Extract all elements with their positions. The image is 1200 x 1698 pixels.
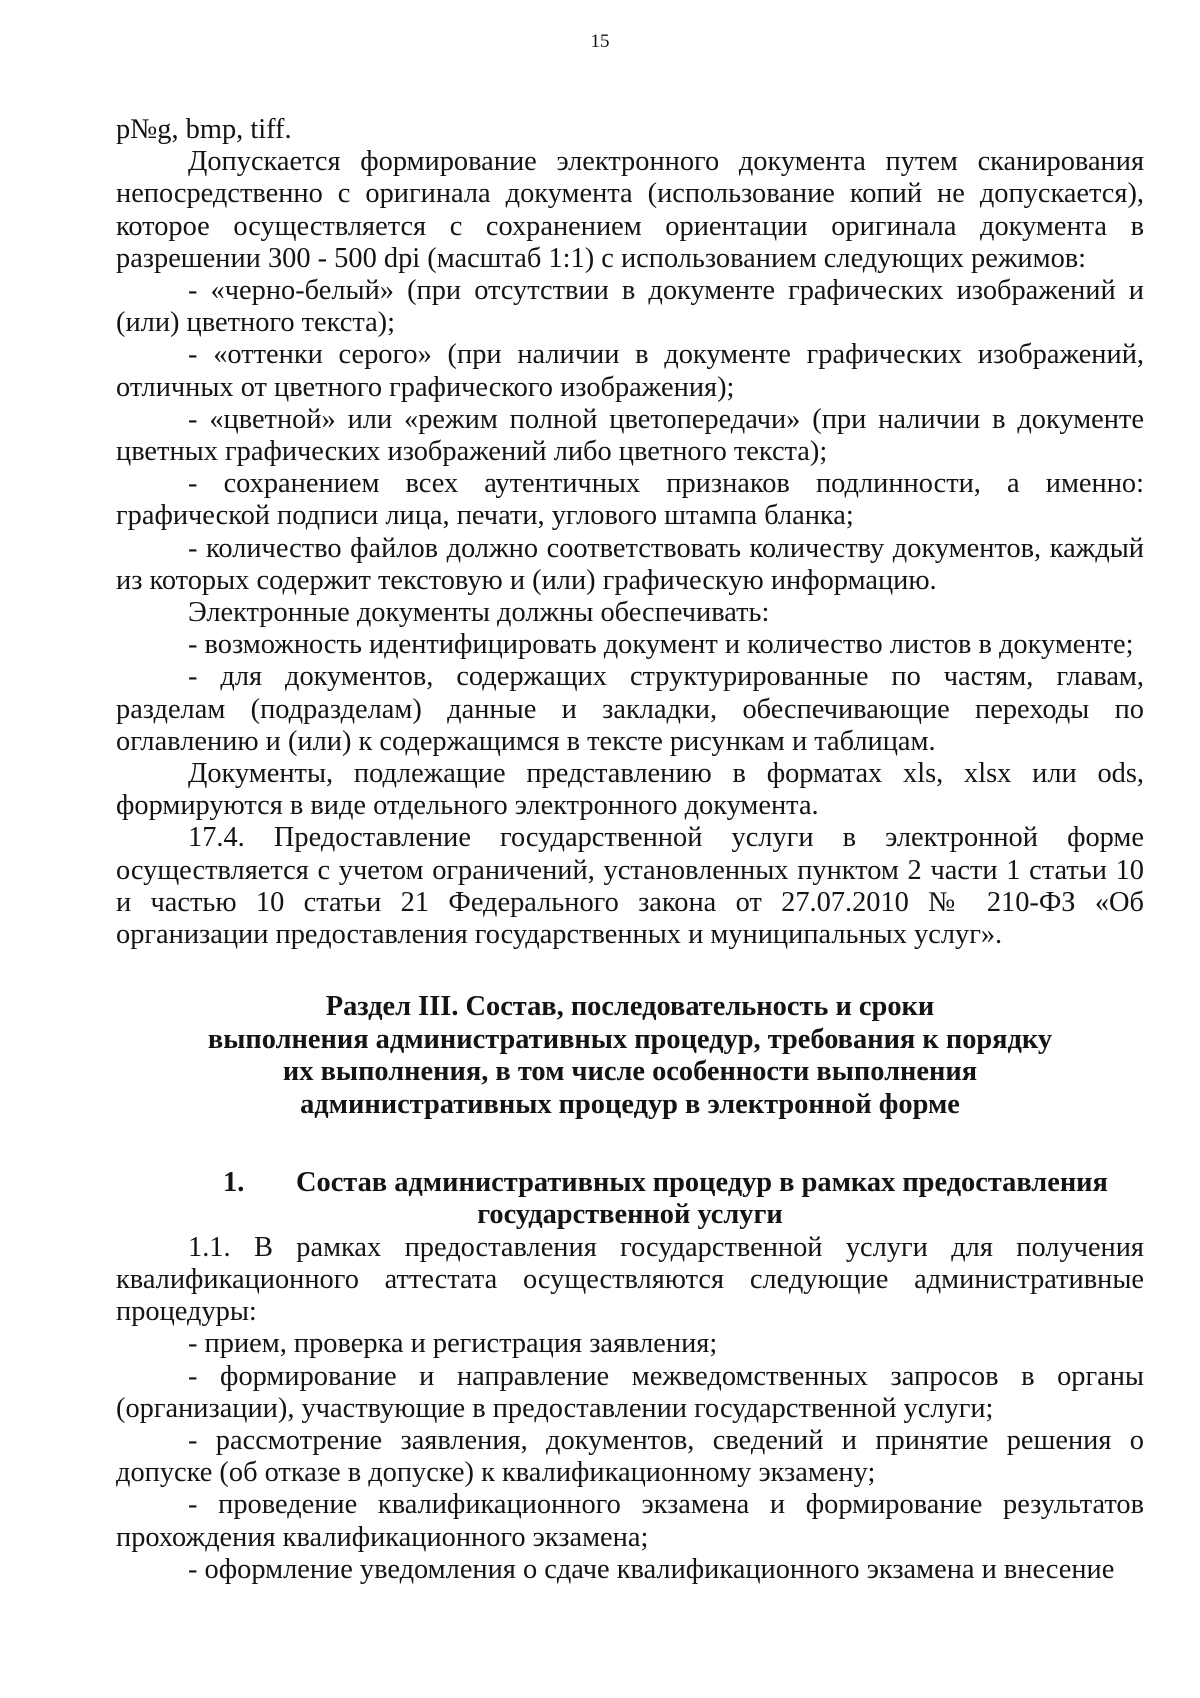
paragraph: - проведение квалификационного экзамена и формирование результатов прохождения квалификационного экзамена; <box>116 1489 1144 1553</box>
paragraph: - прием, проверка и регистрация заявления; <box>188 1328 718 1360</box>
paragraph: - «черно-белый» (при отсутствии в документе графических изображений и (или) цветного текста); <box>116 275 1144 339</box>
section-title-line: Раздел III. Состав, последовательность и сроки <box>325 991 935 1023</box>
page-number: 15 <box>590 31 610 52</box>
paragraph: - формирование и направление межведомственных запросов в органы (организации), участвующие в предоставлении государственной услуги; <box>116 1360 1144 1424</box>
section-title <box>116 991 1144 1121</box>
paragraph: - рассмотрение заявления, документов, сведений и принятие решения о допуске (об отказе в допуске) к квалификационному экзамену; <box>116 1424 1144 1489</box>
section-title-line: административных процедур в электронной форме <box>300 1088 960 1120</box>
paragraph: Допускается формирование электронного документа путем сканирования непосредственно с оригинала документа (использование копий не допускается), которое осуществляется с сохранением ориентации оригинала документа в разрешении 300 - 500 dpi (масштаб 1:1) с использованием следующих режимов: <box>116 146 1144 274</box>
document-body <box>116 114 1144 1586</box>
subsection-title <box>116 1167 1144 1232</box>
paragraph: Электронные документы должны обеспечивать: <box>188 597 770 629</box>
paragraphs-before <box>116 114 1144 951</box>
paragraph: - оформление уведомления о сдаче квалификационного экзамена и внесение <box>188 1553 1115 1585</box>
section-title-line: их выполнения, в том числе особенности выполнения <box>282 1056 978 1088</box>
section-title-line: выполнения административных процедур, требования к порядку <box>207 1023 1053 1055</box>
subsection-number: 1. <box>223 1166 245 1198</box>
paragraph: - сохранением всех аутентичных признаков подлинности, а именно: графической подписи лица, печати, углового штампа бланка; <box>116 468 1144 532</box>
paragraph: - для документов, содержащих структурированные по частям, главам, разделам (подразделам) данные и закладки, обеспечивающие переходы по оглавлению и (или) к содержащимся в тексте рисункам и таблицам. <box>116 661 1144 757</box>
paragraphs-after <box>116 1232 1144 1586</box>
paragraph: p№g, bmp, tiff. <box>116 114 292 145</box>
paragraph: - возможность идентифицировать документ и количество листов в документе; <box>188 629 1134 661</box>
paragraph: - «цветной» или «режим полной цветопередачи» (при наличии в документе цветных графических изображений либо цветного текста); <box>116 403 1144 468</box>
paragraph: - количество файлов должно соответствовать количеству документов, каждый из которых содержит текстовую и (или) графическую информацию. <box>116 532 1144 596</box>
subsection-title-line: Состав административных процедур в рамках предоставления <box>296 1166 1108 1198</box>
paragraph: Документы, подлежащие представлению в форматах xls, xlsx или ods, формируются в виде отдельного электронного документа. <box>116 758 1144 822</box>
subsection-title-line: государственной услуги <box>477 1199 783 1231</box>
paragraph: 17.4. Предоставление государственной услуги в электронной форме осуществляется с учетом ограничений, установленных пунктом 2 части 1 статьи 10 и частью 10 статьи 21 Федерального закона от 27.07.2010 № 210-ФЗ «Об организации предоставления государственных и муниципальных услуг». <box>116 822 1144 951</box>
paragraph: - «оттенки серого» (при наличии в документе графических изображений, отличных от цветного графического изображения); <box>116 339 1144 403</box>
paragraph: 1.1. В рамках предоставления государственной услуги для получения квалификационного аттестата осуществляются следующие административные процедуры: <box>116 1231 1144 1328</box>
